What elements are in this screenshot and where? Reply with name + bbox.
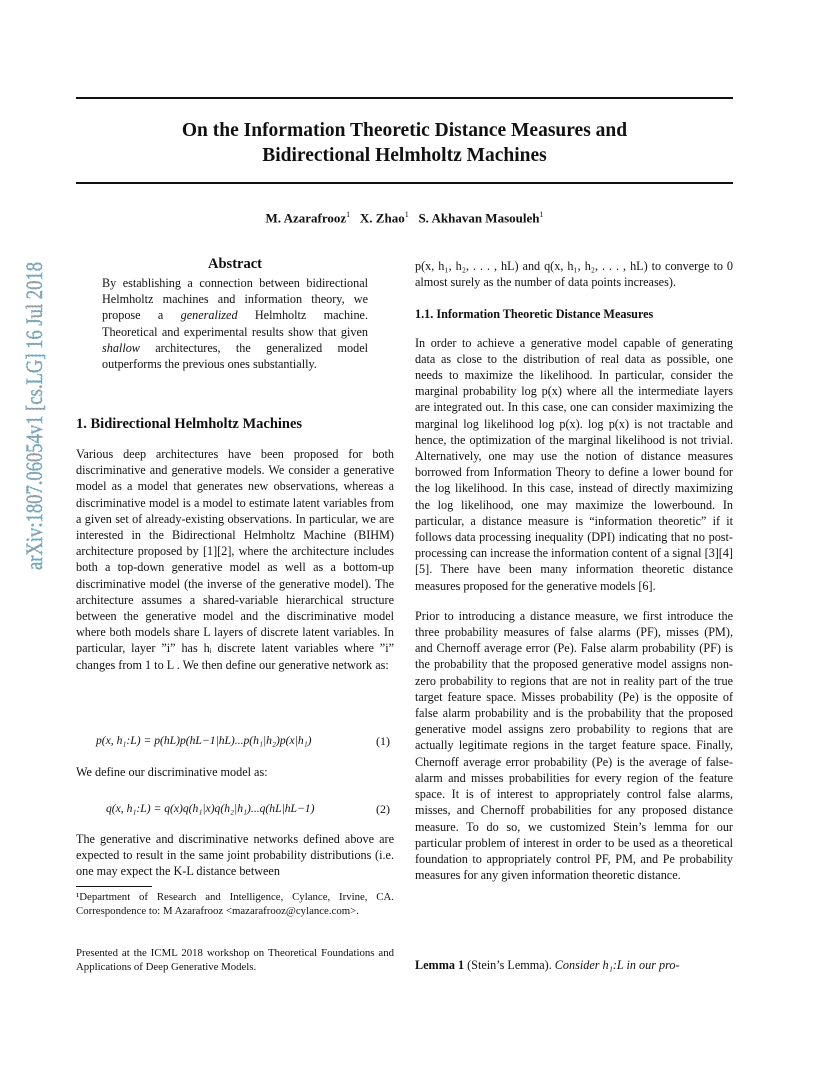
paragraph: The generative and discriminative networks defined above are expected to result in the same joint probability distributions (i.e. one may expect the K-L distance between	[76, 832, 394, 879]
top-rule	[76, 97, 733, 99]
paper-title	[76, 118, 733, 168]
footnote-rule	[76, 886, 152, 887]
equation-number: (2)	[376, 802, 390, 816]
right-column-body	[415, 258, 733, 895]
emphasis: generalized	[180, 308, 238, 323]
author-name: X. Zhao	[359, 210, 405, 226]
footnote: ¹Department of Research and Intelligence, Cylance, Irvine, CA. Correspondence to: M Azarafrooz <mazarafrooz@cylance.com>.	[76, 891, 394, 917]
equation-1: p(x, h₁:L) = p(hL)p(hL−1|hL)...p(h₁|h₂)p(x|h₁)	[96, 734, 312, 747]
lemma-label: Lemma 1	[415, 958, 465, 972]
lemma-start	[415, 958, 733, 973]
paragraph: Prior to introducing a distance measure, we first introduce the three probability measures of false alarms (PF), misses (PM), and Chernoff average error (Pe). False alarm probability (PF) is the probability that the proposed generative model assigns non-zero probability to regions that are not in reality part of the true target feature space. Misses probability (Pe) is the opposite of false alarm probability and is the probability that the proposed generative model assigns zero probability to regions that are actually legitimate regions in the target feature space. Finally, Chernoff average error probability (Pe) is the average of false-alarm and misses probabilities for every region of the feature space. It is of interest to appropriately control false alarms, misses, and Chernoff probabilities for any proposed distance measure. To do so, we customized Stein’s lemma for our particular problem of interest in order to be used as a theoretical foundation to appropriately control PF, PM, and Pe probability measures for any given information theoretic distance.	[415, 608, 733, 883]
author-name: M. Azarafrooz	[265, 210, 347, 226]
subsection-heading: 1.1. Information Theoretic Distance Measures	[415, 307, 654, 322]
paragraph: Various deep architectures have been proposed for both discriminative and generative models. We consider a generative model as a model that generates new observations, whereas a discriminative model is a model to estimate latent variables from a given set of already-existing observations. In particular, we are interested in the Bidirectional Helmholtz Machine (BIHM) architecture proposed by [1][2], where the architecture includes both a top-down generative model as well as a bottom-up discriminative model (the inverse of the generative model). The architecture assumes a shared-variable hierarchical structure between the generative model and the discriminative model where both models share L layers of discrete latent variables. In particular, layer ”i” has hᵢ discrete latent variables where ”i” changes from 1 to L . We then define our generative network as:	[76, 447, 394, 672]
emphasis: shallow	[102, 340, 140, 355]
left-column-body	[76, 446, 394, 685]
paragraph: p(x, h₁, h₂, . . . , hL) and q(x, h₁, h₂, . . . , hL) to converge to 0 almost surely as the number of data points increases).	[415, 259, 733, 290]
author-name: S. Akhavan Masouleh	[418, 210, 540, 226]
section-heading: 1. Bidirectional Helmholtz Machines	[76, 416, 303, 432]
lemma-name: (Stein’s Lemma).	[467, 958, 552, 972]
author-affiliation: 1	[346, 210, 351, 219]
title-line-1: On the Information Theoretic Distance Measures and	[181, 120, 628, 141]
lemma-text: Consider h₁:L in our pro-	[554, 958, 680, 972]
author-affiliation: 1	[404, 210, 409, 219]
arxiv-stamp	[12, 180, 52, 570]
equation-2: q(x, h₁:L) = q(x)q(h₁|x)q(h₂|h₁)...q(hL|hL−1)	[106, 802, 315, 815]
author-list	[76, 210, 733, 226]
title-bottom-rule	[76, 182, 733, 184]
paragraph: In order to achieve a generative model capable of generating data as close to the distribution of real data as possible, one needs to maximize the likelihood. In particular, consider the marginal probability log p(x) where all the intermediate layers are integrated out. In this case, one can consider maximizing the marginal log likelihood log p(x). log p(x) is not tractable and hence, the optimization of the marginal likelihood is not trivial. Alternatively, one may use the notion of distance measures borrowed from Information Theory to define a lower bound for the log likelihood. In this case, instead of directly maximizing the log likelihood, one may maximize the lowerbound. In particular, a distance measure is “information theoretic” if it follows data processing inequality (DPI) indicating that no post-processing can increase the information content of a signal [3][4][5]. There have been many information theoretic distance measures proposed for the generative models [6].	[415, 335, 733, 593]
abstract-body: By establishing a connection between bidirectional Helmholtz machines and information theory, we propose a generalized Helmholtz machine. Theoretical and experimental results show that given shallow architectures, the generalized model outperforms the previous ones substantially.	[102, 276, 368, 372]
paragraph: We define our discriminative model as:	[76, 765, 268, 779]
arxiv-stamp-text: arXiv:1807.06054v1 [cs.LG] 16 Jul 2018	[22, 180, 48, 570]
abstract-heading: Abstract	[208, 256, 262, 272]
equation-number: (1)	[376, 734, 390, 748]
author-affiliation: 1	[539, 210, 544, 219]
workshop-note: Presented at the ICML 2018 workshop on Theoretical Foundations and Applications of Deep Generative Models.	[76, 947, 394, 973]
title-line-2: Bidirectional Helmholtz Machines	[262, 145, 547, 166]
